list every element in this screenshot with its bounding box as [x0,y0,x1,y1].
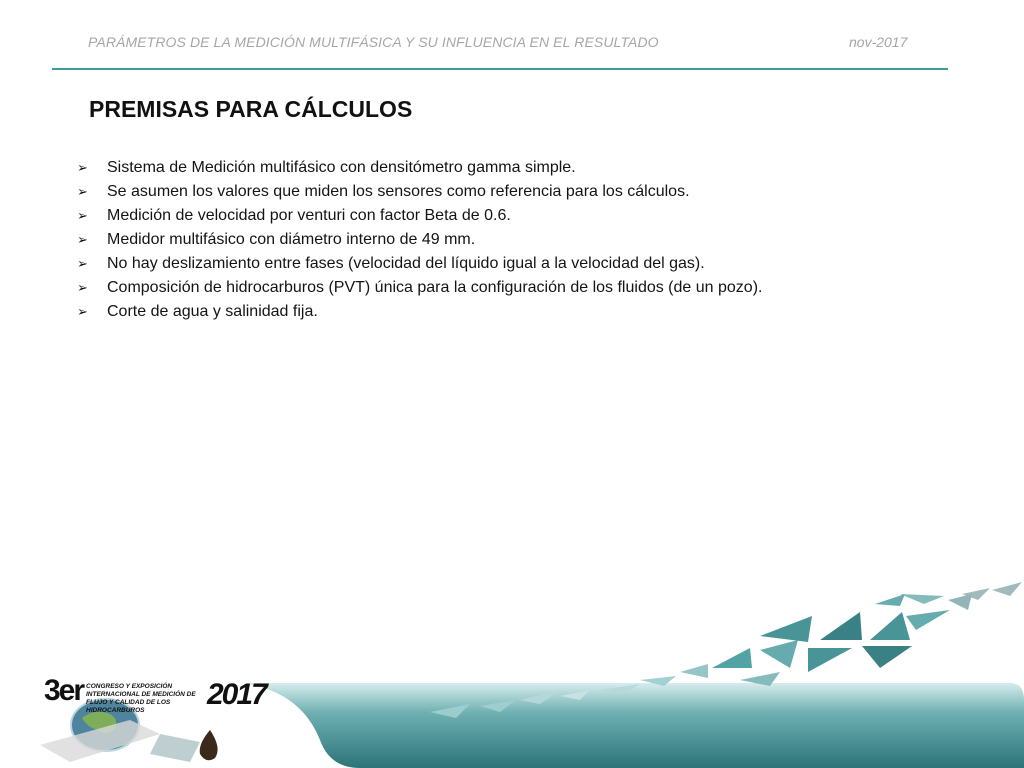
congress-logo [10,670,270,768]
logo-text: CONGRESO Y EXPOSICIÓN INTERNACIONAL DE MEDICIÓN DE FLUJO Y CALIDAD DE LOS HIDROCARBUROS [86,683,196,714]
bullet-text: Sistema de Medición multifásico con densitómetro gamma simple. [107,159,576,176]
header-date: nov-2017 [849,34,908,50]
footer-band [250,683,1024,768]
logo-ordinal: 3er [44,674,84,707]
header-title: PARÁMETROS DE LA MEDICIÓN MULTIFÁSICA Y SU INFLUENCIA EN EL RESULTADO [88,34,659,50]
arrow-bullet-icon: ➢ [77,256,88,271]
arrow-bullet-icon: ➢ [77,232,88,247]
logo-year: 2017 [207,678,266,711]
arrow-bullet-icon: ➢ [77,184,88,199]
arrow-bullet-icon: ➢ [77,304,88,319]
arrow-bullet-icon: ➢ [77,208,88,223]
bullet-text: Se asumen los valores que miden los sensores como referencia para los cálculos. [107,183,690,200]
bullet-text: Composición de hidrocarburos (PVT) única para la configuración de los fluidos (de un pozo). [107,279,763,296]
slide-title: PREMISAS PARA CÁLCULOS [89,96,413,122]
arrow-bullet-icon: ➢ [77,160,88,175]
bullet-text: Corte de agua y salinidad fija. [107,303,318,320]
bullet-text: Medición de velocidad por venturi con factor Beta de 0.6. [107,207,511,224]
bullet-text: No hay deslizamiento entre fases (velocidad del líquido igual a la velocidad del gas). [107,255,705,272]
bullet-text: Medidor multifásico con diámetro interno de 49 mm. [107,231,476,248]
arrow-bullet-icon: ➢ [77,280,88,295]
